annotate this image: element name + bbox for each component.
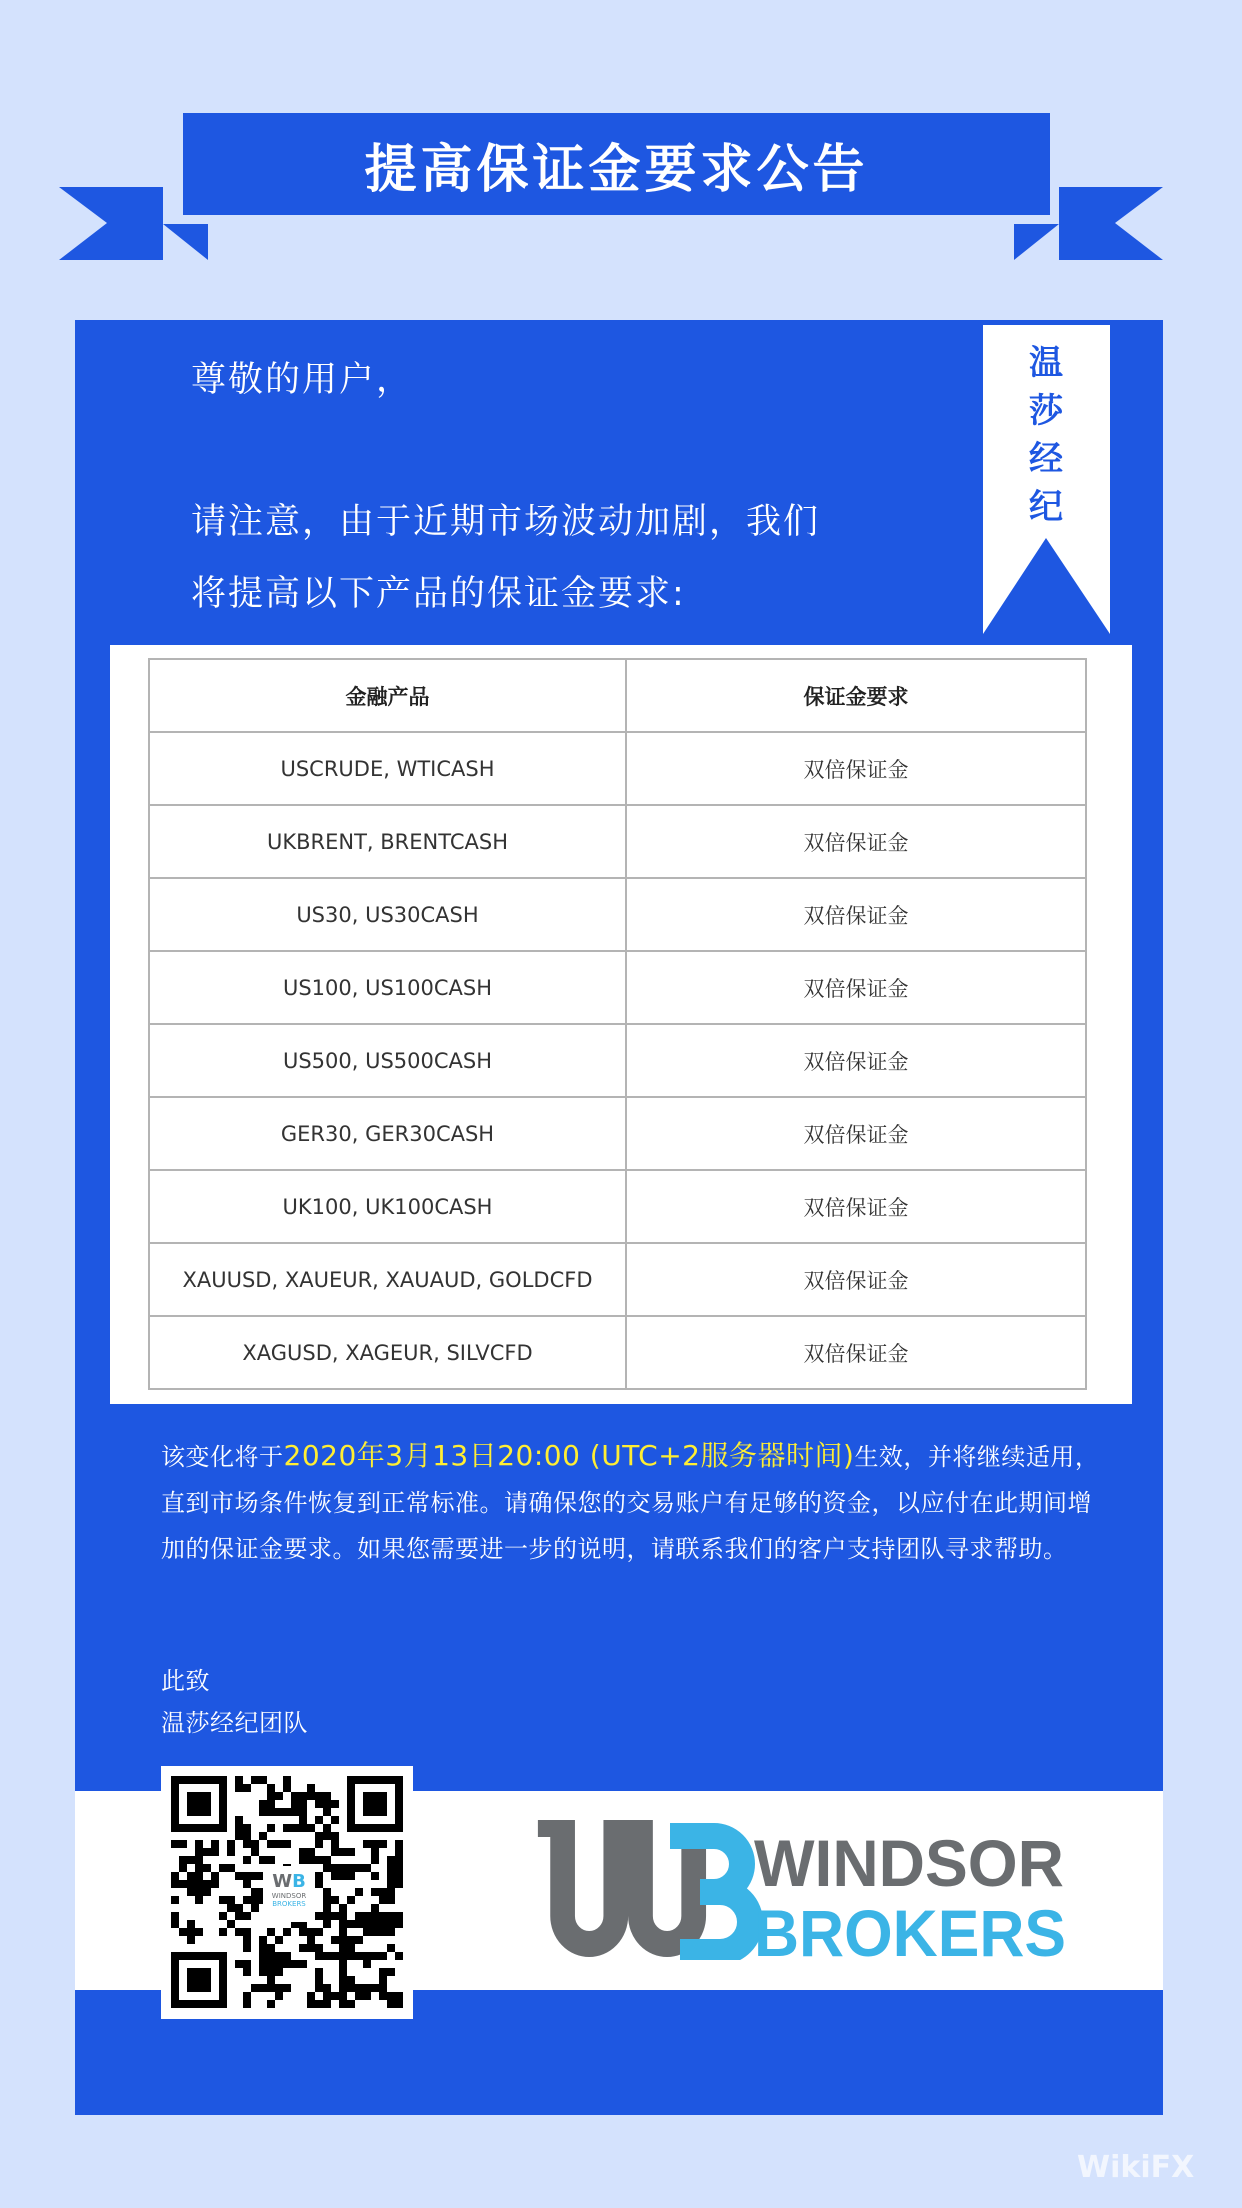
ribbon-fold-left bbox=[163, 224, 208, 260]
intro-line-2: 将提高以下产品的保证金要求: bbox=[191, 574, 686, 614]
margin-cell: 双倍保证金 bbox=[626, 1024, 1086, 1097]
table-row bbox=[149, 1097, 1086, 1170]
product-cell: GER30, GER30CASH bbox=[149, 1097, 626, 1170]
closing: 此致 bbox=[161, 1667, 210, 1695]
table-row bbox=[149, 805, 1086, 878]
brand-tag bbox=[983, 325, 1110, 634]
ribbon-fold-right bbox=[1014, 224, 1059, 260]
product-cell: XAUUSD, XAUEUR, XAUAUD, GOLDCFD bbox=[149, 1243, 626, 1316]
logo-text-windsor: WINDSOR bbox=[754, 1826, 1064, 1900]
margin-cell: 双倍保证金 bbox=[626, 1316, 1086, 1389]
margin-cell: 双倍保证金 bbox=[626, 1170, 1086, 1243]
title-banner: 提高保证金要求公告 bbox=[183, 113, 1050, 215]
greeting: 尊敬的用户， bbox=[191, 360, 414, 400]
table-row bbox=[149, 878, 1086, 951]
brand-tag-text: 温莎经纪 bbox=[1029, 343, 1063, 527]
table-row bbox=[149, 1024, 1086, 1097]
table-row bbox=[149, 951, 1086, 1024]
table-row bbox=[149, 1316, 1086, 1389]
notice-before: 该变化将于 bbox=[161, 1443, 284, 1471]
wikifx-watermark: WikiFX bbox=[1077, 2150, 1195, 2185]
qr-code bbox=[161, 1766, 413, 2019]
margin-cell: 双倍保证金 bbox=[626, 878, 1086, 951]
product-cell: XAGUSD, XAGEUR, SILVCFD bbox=[149, 1316, 626, 1389]
logo-text-brokers: BROKERS bbox=[754, 1896, 1066, 1960]
table-container bbox=[110, 645, 1132, 1404]
windsor-brokers-logo bbox=[532, 1820, 1072, 1960]
intro-line-1: 请注意，由于近期市场波动加剧，我们 bbox=[191, 502, 821, 542]
product-cell: US100, US100CASH bbox=[149, 951, 626, 1024]
product-cell: US500, US500CASH bbox=[149, 1024, 626, 1097]
product-cell: US30, US30CASH bbox=[149, 878, 626, 951]
qr-logo-line1: WINDSOR bbox=[271, 1892, 307, 1900]
ribbon-tail-right bbox=[1059, 187, 1163, 260]
product-cell: UKBRENT, BRENTCASH bbox=[149, 805, 626, 878]
notice-after: 生效，并将继续适用，直到市场条件恢复到正常标准。请确保您的交易账户有足够的资金，以应付在此期间增加的保证金要求。如果您需要进一步的说明，请联系我们的客户支持团队寻求帮助。 bbox=[161, 1443, 1100, 1563]
table-header-row bbox=[149, 659, 1086, 732]
margin-cell: 双倍保证金 bbox=[626, 951, 1086, 1024]
margin-table bbox=[148, 658, 1087, 1390]
margin-cell: 双倍保证金 bbox=[626, 1097, 1086, 1170]
product-cell: UK100, UK100CASH bbox=[149, 1170, 626, 1243]
notice-paragraph bbox=[161, 1433, 1101, 1572]
margin-cell: 双倍保证金 bbox=[626, 805, 1086, 878]
table-row bbox=[149, 732, 1086, 805]
table-row bbox=[149, 1243, 1086, 1316]
margin-cell: 双倍保证金 bbox=[626, 1243, 1086, 1316]
effective-date: 2020年3月13日20:00 (UTC+2服务器时间) bbox=[283, 1439, 855, 1472]
qr-logo-line2: BROKERS bbox=[272, 1900, 306, 1908]
header-product: 金融产品 bbox=[149, 659, 626, 732]
signature: 温莎经纪团队 bbox=[161, 1709, 308, 1737]
margin-cell: 双倍保证金 bbox=[626, 732, 1086, 805]
ribbon-tail-left bbox=[59, 187, 163, 260]
header-margin: 保证金要求 bbox=[626, 659, 1086, 732]
table-row bbox=[149, 1170, 1086, 1243]
qr-center-logo: WB WINDSOR BROKERS bbox=[263, 1866, 315, 1922]
product-cell: USCRUDE, WTICASH bbox=[149, 732, 626, 805]
